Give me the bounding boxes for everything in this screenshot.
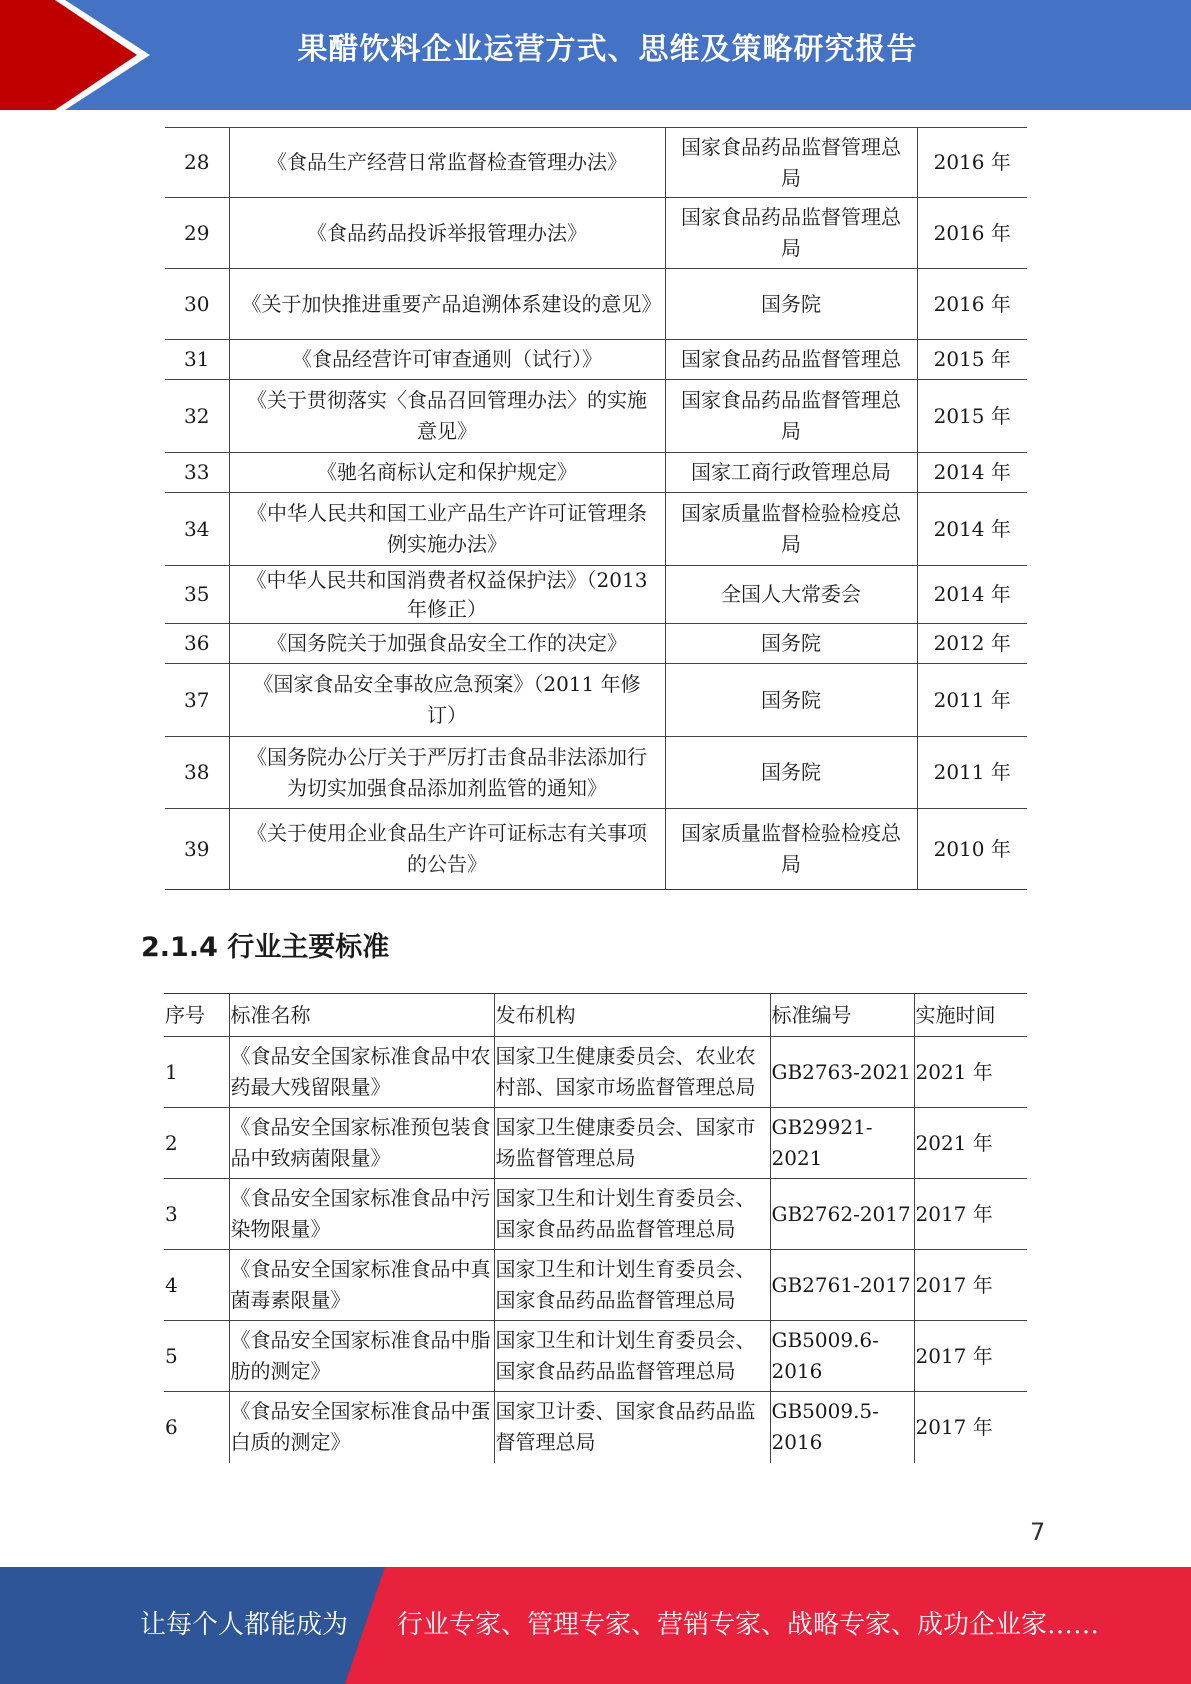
issue-year: 2014 年 (917, 493, 1027, 566)
footer-slogan-left: 让每个人都能成为 (140, 1610, 349, 1640)
standard-code: GB5009.5-2016 (770, 1392, 914, 1463)
standard-code: GB2763-2021 (770, 1037, 914, 1108)
table-row (165, 380, 1027, 453)
row-number: 36 (165, 624, 229, 664)
report-title: 果醋饮料企业运营方式、思维及策略研究报告 (297, 32, 918, 67)
regulation-name: 《食品药品投诉举报管理办法》 (229, 198, 665, 269)
regulation-name: 《食品生产经营日常监督检查管理办法》 (229, 128, 665, 198)
page-header (0, 0, 1191, 110)
table-row (165, 198, 1027, 269)
standard-code: GB2762-2017 (770, 1179, 914, 1250)
issue-year: 2012 年 (917, 624, 1027, 664)
table-row (165, 453, 1027, 493)
table-row (165, 664, 1027, 737)
issue-year: 2014 年 (917, 566, 1027, 624)
regulation-name: 《中华人民共和国工业产品生产许可证管理条例实施办法》 (229, 493, 665, 566)
effective-date: 2021 年 (914, 1037, 1027, 1108)
regulation-name: 《关于贯彻落实〈食品召回管理办法〉的实施意见》 (229, 380, 665, 453)
row-number: 1 (164, 1037, 229, 1108)
issuing-authority: 国家食品药品监督管理总局 (665, 380, 917, 453)
issue-year: 2016 年 (917, 128, 1027, 198)
row-number: 32 (165, 380, 229, 453)
issue-year: 2015 年 (917, 380, 1027, 453)
issuing-authority: 国家卫生和计划生育委员会、国家食品药品监督管理总局 (494, 1321, 770, 1392)
row-number: 33 (165, 453, 229, 493)
table-row (164, 1321, 1027, 1392)
effective-date: 2017 年 (914, 1392, 1027, 1463)
regulation-name-text: 《中华人民共和国消费者权益保护法》（2013 年修正） (246, 568, 648, 621)
effective-date: 2021 年 (914, 1108, 1027, 1179)
standard-name: 《食品安全国家标准食品中农药最大残留限量》 (229, 1037, 494, 1108)
table-row (164, 1037, 1027, 1108)
issuing-authority: 国家质量监督检验检疫总局 (665, 493, 917, 566)
regulation-name: 《驰名商标认定和保护规定》 (229, 453, 665, 493)
issue-year: 2015 年 (917, 340, 1027, 380)
row-number: 31 (165, 340, 229, 380)
header-name: 标准名称 (229, 994, 494, 1037)
table-row (164, 1392, 1027, 1463)
issuing-authority: 全国人大常委会 (665, 566, 917, 624)
page-footer (0, 1567, 1191, 1684)
regulation-name: 《国家食品安全事故应急预案》（2011 年修订） (229, 664, 665, 737)
section-heading: 2.1.4 行业主要标准 (141, 932, 390, 963)
issuing-authority: 国务院 (665, 737, 917, 809)
row-number: 4 (164, 1250, 229, 1321)
standard-name: 《食品安全国家标准食品中污染物限量》 (229, 1179, 494, 1250)
row-number: 30 (165, 269, 229, 340)
standard-name: 《食品安全国家标准食品中真菌毒素限量》 (229, 1250, 494, 1321)
table-row (164, 1179, 1027, 1250)
issuing-authority: 国务院 (665, 624, 917, 664)
header-code: 标准编号 (770, 994, 914, 1037)
regulation-name: 《国务院办公厅关于严厉打击食品非法添加行为切实加强食品添加剂监管的通知》 (229, 737, 665, 809)
issuing-authority: 国家卫计委、国家食品药品监督管理总局 (494, 1392, 770, 1463)
regulations-table (165, 127, 1027, 890)
effective-date: 2017 年 (914, 1179, 1027, 1250)
page-number: 7 (1030, 1518, 1046, 1546)
standard-code: GB29921-2021 (770, 1108, 914, 1179)
row-number: 35 (165, 566, 229, 624)
issuing-authority (665, 340, 917, 380)
issuing-authority: 国务院 (665, 664, 917, 737)
row-number: 28 (165, 128, 229, 198)
issuing-authority: 国家食品药品监督管理总局 (665, 198, 917, 269)
table-row (164, 1108, 1027, 1179)
issue-year: 2011 年 (917, 664, 1027, 737)
row-number: 39 (165, 809, 229, 890)
issuing-authority: 国家卫生健康委员会、国家市场监督管理总局 (494, 1108, 770, 1179)
regulation-name: 《国务院关于加强食品安全工作的决定》 (229, 624, 665, 664)
issue-year: 2016 年 (917, 269, 1027, 340)
issue-year: 2011 年 (917, 737, 1027, 809)
table-row (165, 737, 1027, 809)
row-number: 3 (164, 1179, 229, 1250)
effective-date: 2017 年 (914, 1250, 1027, 1321)
row-number: 38 (165, 737, 229, 809)
table-header-row (164, 994, 1027, 1037)
footer-slogan-right: 行业专家、管理专家、营销专家、战略专家、成功企业家…… (397, 1610, 1100, 1640)
regulation-name: 《食品经营许可审查通则（试行）》 (229, 340, 665, 380)
standard-code: GB2761-2017 (770, 1250, 914, 1321)
issue-year: 2010 年 (917, 809, 1027, 890)
table-row (164, 1250, 1027, 1321)
table-row (165, 493, 1027, 566)
table-row (165, 128, 1027, 198)
table-row (165, 340, 1027, 380)
issuing-authority-text: 国家食品药品监督管理总 (681, 347, 901, 371)
table-row (165, 809, 1027, 890)
issuing-authority: 国家卫生和计划生育委员会、国家食品药品监督管理总局 (494, 1250, 770, 1321)
row-number: 2 (164, 1108, 229, 1179)
standards-table (164, 993, 1027, 1463)
table-row (165, 269, 1027, 340)
regulation-name: 《关于加快推进重要产品追溯体系建设的意见》 (229, 269, 665, 340)
standard-name: 《食品安全国家标准食品中蛋白质的测定》 (229, 1392, 494, 1463)
effective-date: 2017 年 (914, 1321, 1027, 1392)
table-row (165, 566, 1027, 624)
row-number: 34 (165, 493, 229, 566)
table-row (165, 624, 1027, 664)
row-number: 37 (165, 664, 229, 737)
issuing-authority: 国家工商行政管理总局 (665, 453, 917, 493)
issuing-authority: 国家卫生和计划生育委员会、国家食品药品监督管理总局 (494, 1179, 770, 1250)
row-number: 29 (165, 198, 229, 269)
regulation-name: 《关于使用企业食品生产许可证标志有关事项的公告》 (229, 809, 665, 890)
issuing-authority: 国务院 (665, 269, 917, 340)
issuing-authority: 国家食品药品监督管理总局 (665, 128, 917, 198)
header-issuer: 发布机构 (494, 994, 770, 1037)
issue-year: 2016 年 (917, 198, 1027, 269)
header-no: 序号 (164, 994, 229, 1037)
regulation-name (229, 566, 665, 624)
header-date: 实施时间 (914, 994, 1027, 1037)
standard-code: GB5009.6-2016 (770, 1321, 914, 1392)
issue-year: 2014 年 (917, 453, 1027, 493)
issuing-authority: 国家质量监督检验检疫总局 (665, 809, 917, 890)
standard-name: 《食品安全国家标准预包装食品中致病菌限量》 (229, 1108, 494, 1179)
row-number: 5 (164, 1321, 229, 1392)
standard-name: 《食品安全国家标准食品中脂肪的测定》 (229, 1321, 494, 1392)
issuing-authority: 国家卫生健康委员会、农业农村部、国家市场监督管理总局 (494, 1037, 770, 1108)
row-number: 6 (164, 1392, 229, 1463)
